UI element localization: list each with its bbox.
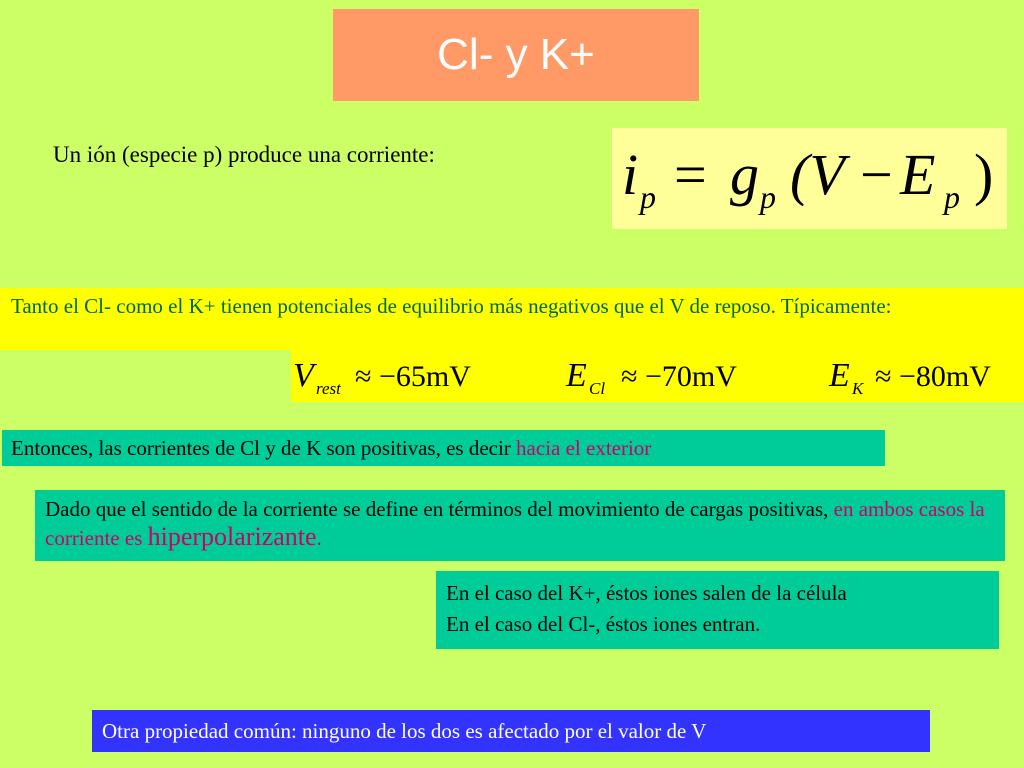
cl-case-line: En el caso del Cl-, éstos iones entran.: [446, 612, 761, 636]
bottom-note-text: Otra propiedad común: ninguno de los dos es afectado por el valor de V: [102, 719, 707, 743]
e-cl-value: ≈ −70mV: [621, 360, 737, 393]
formula-E: E: [900, 142, 936, 207]
cases-box: [436, 571, 999, 649]
intro-text: Un ión (especie p) produce una corriente:: [53, 142, 435, 167]
direction-box: [35, 490, 1005, 561]
formula-g: g: [730, 142, 759, 207]
e-cl-symbol: E: [566, 357, 587, 394]
currents-text: Entonces, las corrientes de Cl y de K son positivas, es decir: [11, 436, 517, 460]
direction-text: Dado que el sentido de la corriente se define en términos del movimiento de cargas positivas,: [45, 497, 834, 521]
k-case-line: En el caso del K+, éstos iones salen de la célula: [446, 581, 847, 605]
currents-box: [2, 430, 885, 466]
formula-close: ): [974, 142, 994, 207]
e-cl-sub: Cl: [589, 379, 606, 398]
formula-E-sub: p: [944, 179, 960, 215]
v-rest-value: ≈ −65mV: [355, 360, 471, 393]
formula-i-sub: p: [640, 179, 656, 215]
potentials-band: [0, 288, 1024, 350]
bottom-note: [92, 710, 930, 752]
direction-highlight: en ambos casos la corriente es: [45, 497, 985, 550]
potentials-text: Tanto el Cl- como el K+ tienen potenciales de equilibrio más negativos que el V de reposo. Típicamente:: [11, 294, 892, 318]
formula-open: (V: [790, 142, 845, 207]
current-formula-equation: [612, 128, 1007, 229]
v-rest-symbol: V: [293, 357, 314, 394]
equilibrium-values: [291, 350, 1024, 402]
formula-i: i: [622, 142, 639, 207]
e-k-symbol: E: [829, 357, 850, 394]
slide-title-text: Cl- y K+: [437, 30, 595, 79]
e-k-value: ≈ −80mV: [875, 360, 991, 393]
slide-title: [333, 9, 699, 101]
equilibrium-equations: [291, 350, 1024, 402]
formula-eq: =: [674, 142, 707, 207]
direction-big: hiperpolarizante: [147, 522, 317, 551]
e-k-sub: K: [852, 379, 864, 398]
formula-g-sub: p: [760, 179, 776, 215]
v-rest-sub: rest: [316, 379, 341, 398]
formula-minus: −: [860, 142, 893, 207]
current-formula: [612, 128, 1007, 229]
currents-highlight: hacia el exterior: [516, 436, 652, 460]
direction-end: .: [316, 526, 322, 550]
